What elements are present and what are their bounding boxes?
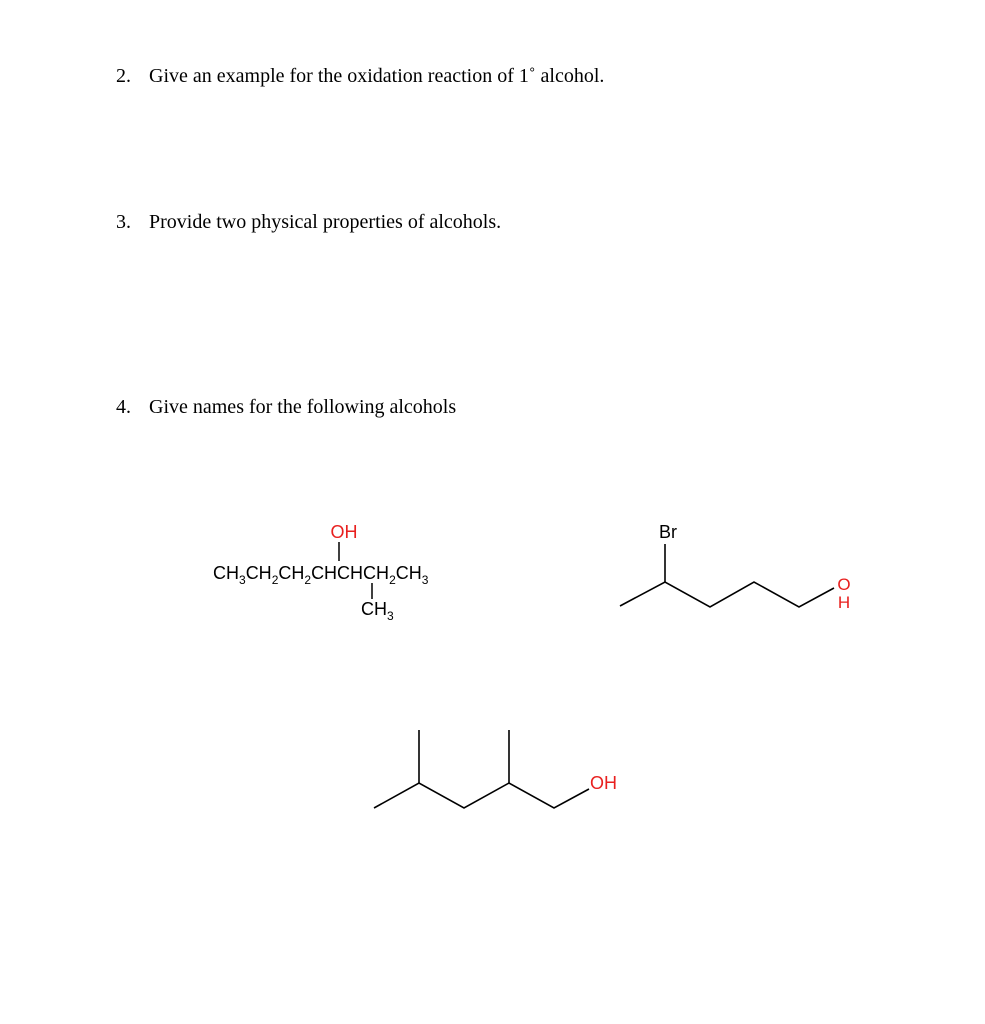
hydroxyl-label: OH xyxy=(590,773,617,793)
question-number: 3. xyxy=(116,211,131,233)
carbon-chain xyxy=(374,783,589,808)
bromo-alcohol-structure xyxy=(620,522,851,612)
bromine-label: Br xyxy=(659,522,677,542)
condensed-chain: $CH_3CH_2CH_2CHCHCH_2CH_3$ xyxy=(213,563,429,587)
oxygen-label: O xyxy=(837,575,851,594)
question-text: Give names for the following alcohols xyxy=(149,396,457,418)
question-text: Give an example for the oxidation reaction of 1˚ alcohol. xyxy=(149,65,605,87)
question-text: Provide two physical properties of alcohols. xyxy=(149,211,502,233)
question-number: 2. xyxy=(116,65,131,87)
hydroxyl-label: OH xyxy=(330,522,358,542)
methyl-label: $CH_3$ xyxy=(361,599,394,623)
carbon-chain xyxy=(620,582,834,607)
condensed-structure xyxy=(213,522,429,623)
dimethyl-alcohol-structure xyxy=(374,730,617,808)
hydrogen-label: H xyxy=(837,593,851,612)
question-number: 4. xyxy=(116,396,131,418)
